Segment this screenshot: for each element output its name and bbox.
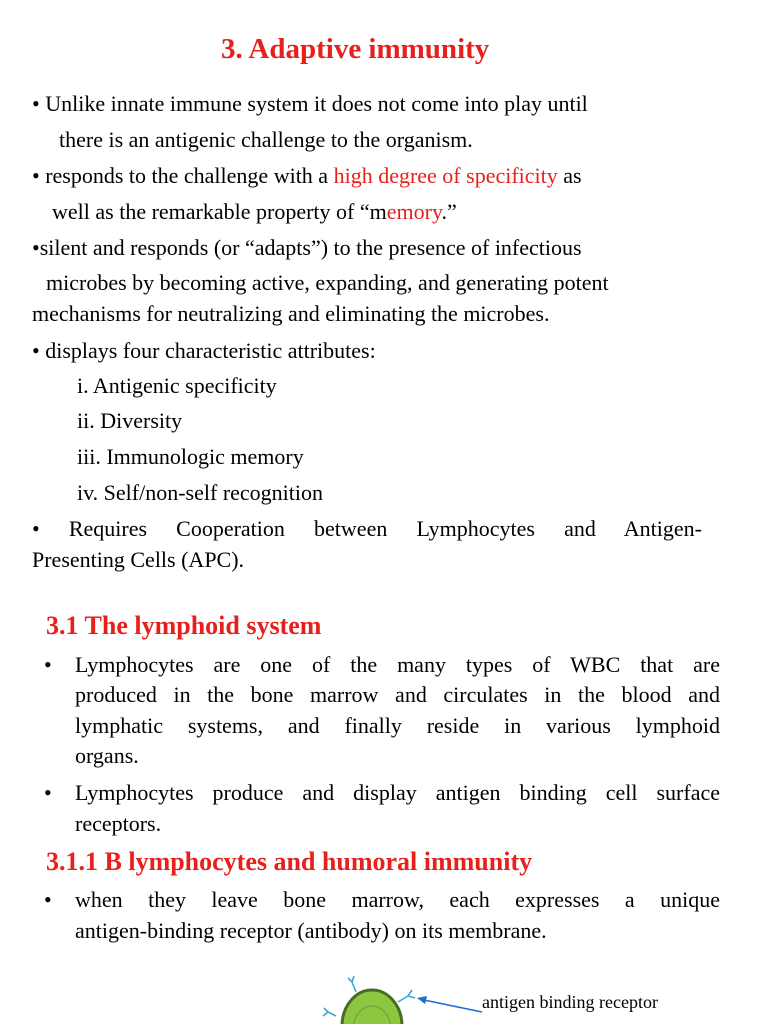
bullet-text-cont: microbes by becoming active, expanding, and generating potent xyxy=(46,270,609,295)
bullet-dot: • xyxy=(32,235,40,260)
bullet-unlike xyxy=(32,91,588,117)
bullet-text: lymphatic systems, and finally reside in various lymphoid xyxy=(75,713,720,738)
attribute-item: iv. Self/non-self recognition xyxy=(77,480,324,505)
bullet-text: responds to the challenge with a xyxy=(45,163,334,188)
section-heading-lymphoid: 3.1 The lymphoid system xyxy=(46,611,322,640)
bullet-text: Requires Cooperation between Lymphocytes and Antigen- xyxy=(68,516,702,541)
bullet-text-cont: there is an antigenic challenge to the organism. xyxy=(59,127,473,152)
bullet-text: Lymphocytes produce and display antigen binding cell surface xyxy=(75,780,720,805)
bullet-text: silent and responds (or “adapts”) to the presence of infectious xyxy=(39,235,582,260)
arrow-icon xyxy=(417,996,482,1012)
b-cell xyxy=(342,990,402,1024)
bullet-text: organs. xyxy=(75,743,139,768)
bullet-dot: • xyxy=(44,652,52,677)
highlight-specificity: high degree of specificity xyxy=(333,163,558,188)
bullet-text: antigen-binding receptor (antibody) on its membrane. xyxy=(75,918,547,943)
highlight-memory: emory xyxy=(386,199,442,224)
bullet-responds xyxy=(32,163,582,189)
bullet-dot: • xyxy=(32,516,40,541)
bullet-text-cont xyxy=(52,199,457,225)
bullet-dot: • xyxy=(32,338,40,363)
bullet-text: Unlike innate immune system it does not come into play until xyxy=(45,91,588,116)
bullet-text: as xyxy=(557,163,582,188)
bullet-dot: • xyxy=(44,780,52,805)
attribute-item: i. Antigenic specificity xyxy=(77,373,277,398)
attribute-item: iii. Immunologic memory xyxy=(77,444,304,469)
bullet-text: receptors. xyxy=(75,811,162,836)
bullet-text-cont: mechanisms for neutralizing and eliminating the microbes. xyxy=(32,301,550,326)
bullet-text: .” xyxy=(441,199,457,224)
bullet-requires xyxy=(32,516,702,542)
bullet-silent xyxy=(32,235,582,261)
page-title: 3. Adaptive immunity xyxy=(221,33,490,65)
attribute-item: ii. Diversity xyxy=(77,408,183,433)
bullet-dot: • xyxy=(32,91,40,116)
bullet-dot: • xyxy=(44,887,52,912)
bullet-text-cont: Presenting Cells (APC). xyxy=(32,547,245,572)
b-cell-figure xyxy=(320,968,490,1024)
bullet-text: produced in the bone marrow and circulates in the blood and xyxy=(75,682,720,707)
bullet-text: Lymphocytes are one of the many types of WBC that are xyxy=(75,652,720,677)
bullet-displays xyxy=(32,338,376,364)
bullet-text: well as the remarkable property of “m xyxy=(52,199,387,224)
bullet-text: displays four characteristic attributes: xyxy=(45,338,376,363)
section-heading-b-lymphocytes: 3.1.1 B lymphocytes and humoral immunity xyxy=(46,847,533,876)
figure-label: antigen binding receptor xyxy=(482,992,658,1012)
bullet-dot: • xyxy=(32,163,40,188)
bullet-text: when they leave bone marrow, each expresses a unique xyxy=(75,887,720,912)
